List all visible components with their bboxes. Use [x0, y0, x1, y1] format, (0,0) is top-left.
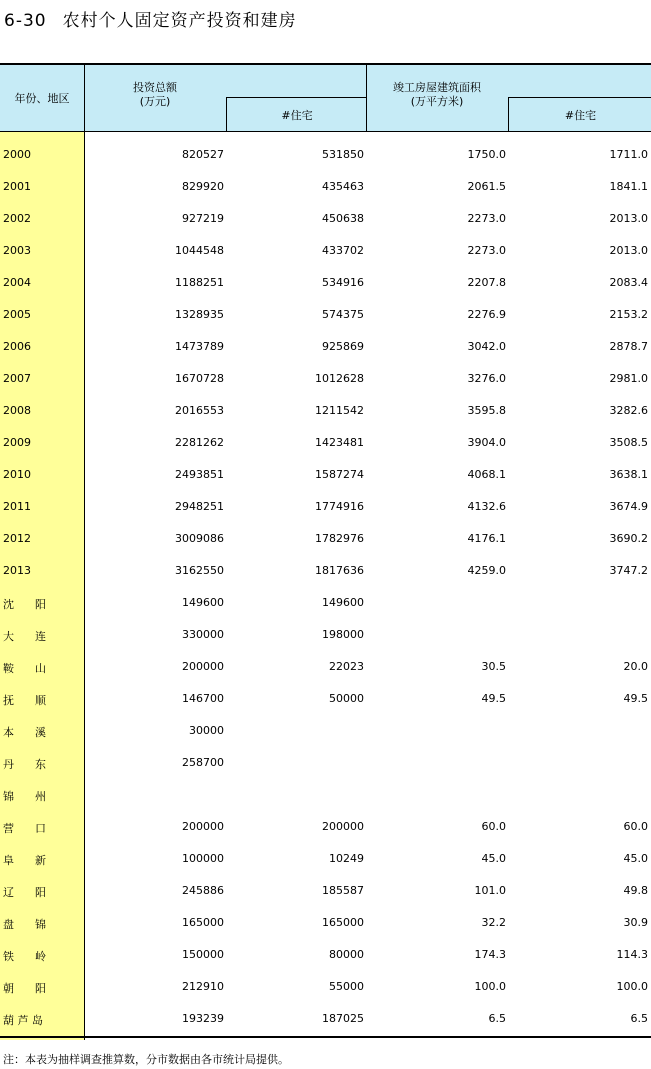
investment-total-cell: 1670728 — [175, 372, 224, 385]
investment-residential-cell: 531850 — [322, 148, 364, 161]
table-row — [0, 964, 651, 996]
row-label: 鞍 山 — [3, 662, 46, 675]
row-label: 2006 — [3, 340, 31, 353]
table-row — [0, 612, 651, 644]
investment-residential-cell: 1587274 — [315, 468, 364, 481]
table-row — [0, 804, 651, 836]
row-label: 2004 — [3, 276, 31, 289]
area-residential-cell: 6.5 — [630, 1012, 648, 1025]
investment-residential-cell: 22023 — [329, 660, 364, 673]
investment-residential-cell: 187025 — [322, 1012, 364, 1025]
table-row — [0, 260, 651, 292]
completed-area-cell: 4176.1 — [467, 532, 506, 545]
header-investment-total-label: 投资总额 — [133, 81, 177, 94]
table-row — [0, 452, 651, 484]
table-row — [0, 868, 651, 900]
investment-total-cell: 150000 — [182, 948, 224, 961]
completed-area-cell: 3276.0 — [467, 372, 506, 385]
area-residential-cell: 3747.2 — [609, 564, 648, 577]
footnote: 注：本表为抽样调查推算数，分市数据由各市统计局提供。 — [3, 1053, 289, 1066]
investment-residential-cell: 1012628 — [315, 372, 364, 385]
investment-total-cell: 193239 — [182, 1012, 224, 1025]
table-header — [0, 63, 651, 132]
completed-area-cell: 2276.9 — [467, 308, 506, 321]
header-completed-area-label: 竣工房屋建筑面积 — [393, 81, 481, 94]
completed-area-cell: 49.5 — [481, 692, 506, 705]
area-residential-cell: 3674.9 — [609, 500, 648, 513]
table-row — [0, 196, 651, 228]
table-row — [0, 356, 651, 388]
completed-area-cell: 60.0 — [481, 820, 506, 833]
area-residential-cell: 2878.7 — [609, 340, 648, 353]
area-residential-cell: 2013.0 — [609, 212, 648, 225]
header-area-residential: #住宅 — [508, 97, 651, 132]
table-row — [0, 388, 651, 420]
row-label: 2002 — [3, 212, 31, 225]
table-row — [0, 932, 651, 964]
investment-total-cell: 258700 — [182, 756, 224, 769]
data-table — [0, 63, 651, 1028]
row-label: 辽 阳 — [3, 886, 46, 899]
row-label: 铁 岭 — [3, 950, 46, 963]
investment-residential-cell: 50000 — [329, 692, 364, 705]
completed-area-cell: 2207.8 — [467, 276, 506, 289]
completed-area-cell: 2273.0 — [467, 212, 506, 225]
investment-total-cell: 245886 — [182, 884, 224, 897]
completed-area-cell: 174.3 — [474, 948, 506, 961]
investment-total-cell: 3009086 — [175, 532, 224, 545]
table-row — [0, 644, 651, 676]
completed-area-cell: 32.2 — [481, 916, 506, 929]
table-row — [0, 996, 651, 1028]
table-row — [0, 324, 651, 356]
completed-area-cell: 3904.0 — [467, 436, 506, 449]
row-label: 大 连 — [3, 630, 46, 643]
investment-total-cell: 3162550 — [175, 564, 224, 577]
row-label: 2001 — [3, 180, 31, 193]
investment-residential-cell: 450638 — [322, 212, 364, 225]
completed-area-cell: 1750.0 — [467, 148, 506, 161]
investment-total-cell: 165000 — [182, 916, 224, 929]
row-label: 丹 东 — [3, 758, 46, 771]
header-area-group — [366, 65, 651, 131]
investment-residential-cell: 149600 — [322, 596, 364, 609]
completed-area-cell: 3042.0 — [467, 340, 506, 353]
investment-total-cell: 2016553 — [175, 404, 224, 417]
investment-residential-cell: 165000 — [322, 916, 364, 929]
row-label: 朝 阳 — [3, 982, 46, 995]
table-row — [0, 484, 651, 516]
completed-area-cell: 4259.0 — [467, 564, 506, 577]
completed-area-cell: 2061.5 — [467, 180, 506, 193]
header-investment-total — [84, 81, 226, 109]
area-residential-cell: 30.9 — [623, 916, 648, 929]
row-label: 2003 — [3, 244, 31, 257]
page-title — [4, 6, 297, 31]
investment-total-cell: 149600 — [182, 596, 224, 609]
area-residential-cell: 2013.0 — [609, 244, 648, 257]
row-label: 葫 芦 岛 — [3, 1014, 43, 1027]
investment-total-cell: 2281262 — [175, 436, 224, 449]
area-residential-cell: 3508.5 — [609, 436, 648, 449]
table-row — [0, 548, 651, 580]
table-row — [0, 132, 651, 164]
area-residential-cell: 3282.6 — [609, 404, 648, 417]
investment-total-cell: 2493851 — [175, 468, 224, 481]
investment-residential-cell: 10249 — [329, 852, 364, 865]
investment-residential-cell: 1817636 — [315, 564, 364, 577]
area-residential-cell: 1841.1 — [609, 180, 648, 193]
row-label: 2008 — [3, 404, 31, 417]
investment-total-cell: 1188251 — [175, 276, 224, 289]
investment-residential-cell: 534916 — [322, 276, 364, 289]
completed-area-cell: 2273.0 — [467, 244, 506, 257]
row-label: 2009 — [3, 436, 31, 449]
table-row — [0, 580, 651, 612]
table-number: 6-30 — [4, 11, 47, 31]
area-residential-cell: 20.0 — [623, 660, 648, 673]
table-row — [0, 836, 651, 868]
area-residential-cell: 2981.0 — [609, 372, 648, 385]
area-residential-cell: 1711.0 — [609, 148, 648, 161]
investment-total-cell: 829920 — [182, 180, 224, 193]
completed-area-cell: 4132.6 — [467, 500, 506, 513]
area-residential-cell: 49.8 — [623, 884, 648, 897]
header-investment-group — [84, 65, 367, 131]
table-row — [0, 420, 651, 452]
table-row — [0, 708, 651, 740]
area-residential-cell: 2083.4 — [609, 276, 648, 289]
row-label: 2007 — [3, 372, 31, 385]
table-body — [0, 132, 651, 1028]
row-label: 2011 — [3, 500, 31, 513]
investment-residential-cell: 198000 — [322, 628, 364, 641]
investment-total-cell: 1328935 — [175, 308, 224, 321]
area-residential-cell: 49.5 — [623, 692, 648, 705]
row-label: 营 口 — [3, 822, 46, 835]
investment-residential-cell: 200000 — [322, 820, 364, 833]
investment-residential-cell: 925869 — [322, 340, 364, 353]
header-investment-unit: (万元) — [139, 95, 171, 108]
investment-residential-cell: 1782976 — [315, 532, 364, 545]
area-residential-cell: 2153.2 — [609, 308, 648, 321]
header-area-unit: (万平方米) — [410, 95, 464, 108]
table-bottom-rule — [0, 1036, 651, 1038]
row-label: 盘 锦 — [3, 918, 46, 931]
area-residential-cell: 3690.2 — [609, 532, 648, 545]
investment-total-cell: 146700 — [182, 692, 224, 705]
row-label: 本 溪 — [3, 726, 46, 739]
row-label: 2013 — [3, 564, 31, 577]
area-residential-cell: 60.0 — [623, 820, 648, 833]
table-row — [0, 740, 651, 772]
completed-area-cell: 30.5 — [481, 660, 506, 673]
investment-total-cell: 30000 — [189, 724, 224, 737]
row-label: 抚 顺 — [3, 694, 46, 707]
investment-residential-cell: 80000 — [329, 948, 364, 961]
investment-total-cell: 2948251 — [175, 500, 224, 513]
investment-total-cell: 1044548 — [175, 244, 224, 257]
area-residential-cell: 45.0 — [623, 852, 648, 865]
table-row — [0, 516, 651, 548]
investment-residential-cell: 1211542 — [315, 404, 364, 417]
table-row — [0, 292, 651, 324]
investment-residential-cell: 1774916 — [315, 500, 364, 513]
header-year-region: 年份、地区 — [0, 65, 85, 131]
row-label: 阜 新 — [3, 854, 46, 867]
row-label: 2000 — [3, 148, 31, 161]
investment-residential-cell: 433702 — [322, 244, 364, 257]
header-completed-area — [366, 81, 508, 109]
investment-total-cell: 200000 — [182, 820, 224, 833]
investment-total-cell: 1473789 — [175, 340, 224, 353]
row-label: 锦 州 — [3, 790, 46, 803]
investment-total-cell: 820527 — [182, 148, 224, 161]
completed-area-cell: 3595.8 — [467, 404, 506, 417]
investment-total-cell: 200000 — [182, 660, 224, 673]
investment-residential-cell: 574375 — [322, 308, 364, 321]
area-residential-cell: 100.0 — [616, 980, 648, 993]
investment-total-cell: 100000 — [182, 852, 224, 865]
completed-area-cell: 100.0 — [474, 980, 506, 993]
row-label: 2010 — [3, 468, 31, 481]
investment-residential-cell: 1423481 — [315, 436, 364, 449]
investment-total-cell: 927219 — [182, 212, 224, 225]
table-row — [0, 676, 651, 708]
investment-total-cell: 212910 — [182, 980, 224, 993]
table-row — [0, 228, 651, 260]
completed-area-cell: 6.5 — [488, 1012, 506, 1025]
investment-total-cell: 330000 — [182, 628, 224, 641]
row-label: 沈 阳 — [3, 598, 46, 611]
row-label: 2012 — [3, 532, 31, 545]
table-title: 农村个人固定资产投资和建房 — [62, 11, 297, 31]
row-label: 2005 — [3, 308, 31, 321]
area-residential-cell: 3638.1 — [609, 468, 648, 481]
completed-area-cell: 45.0 — [481, 852, 506, 865]
table-row — [0, 900, 651, 932]
investment-residential-cell: 435463 — [322, 180, 364, 193]
investment-residential-cell: 185587 — [322, 884, 364, 897]
header-investment-residential: #住宅 — [226, 97, 367, 132]
area-residential-cell: 114.3 — [616, 948, 648, 961]
completed-area-cell: 4068.1 — [467, 468, 506, 481]
investment-residential-cell: 55000 — [329, 980, 364, 993]
table-row — [0, 772, 651, 804]
completed-area-cell: 101.0 — [474, 884, 506, 897]
table-row — [0, 164, 651, 196]
